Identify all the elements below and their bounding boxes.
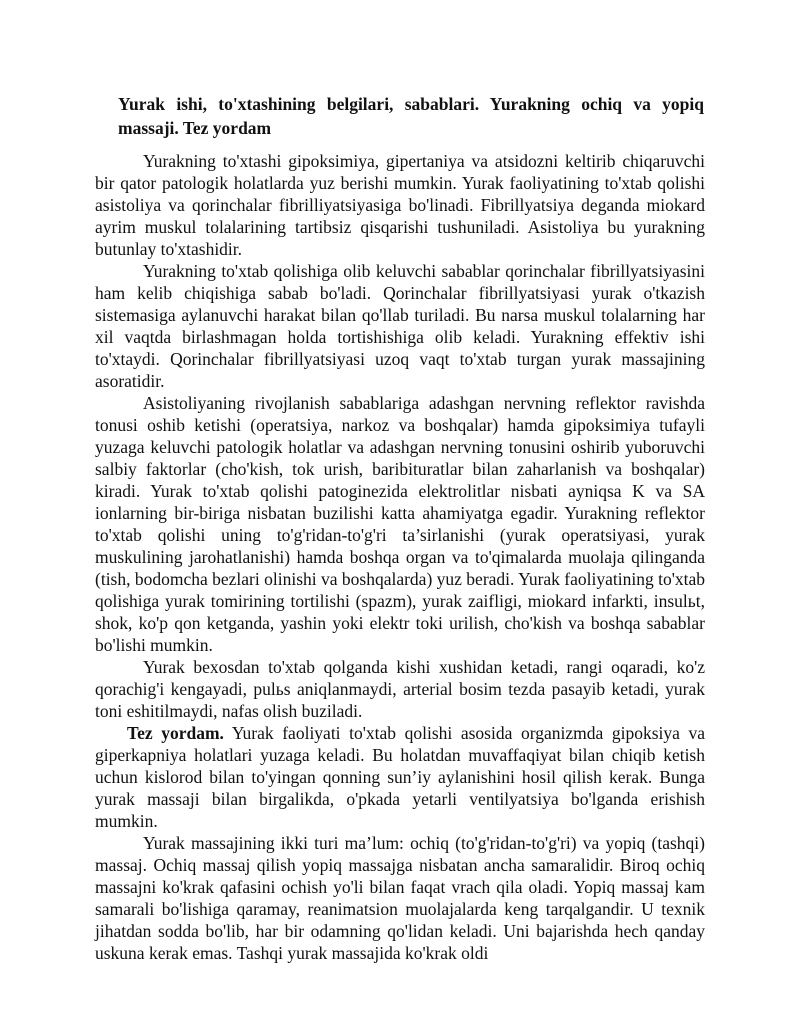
paragraph-asystole-causes: Asistoliyaning rivojlanish sabablariga adashgan nervning reflektor ravishda tonusi oshib ketishi (operatsiya, narkoz va boshqalar) hamda gipoksimiya tufayli yuzaga keluvchi patologik holatlar va adashgan nervning tonusini oshirib yuboruvchi salbiy faktorlar (cho'kish, tok urish, baribituratlar bilan zaharlanish va boshqalar) kiradi. Yurak to'xtab qolishi patoginezida elektrolitlar nisbati ayniqsa K va SA ionlarning bir-biriga nisbatan buzilishi katta ahamiyatga egadir. Yurakning reflektor to'xtab qolishi uning to'g'ridan-to'g'ri ta’sirlanishi (yurak operatsiyasi, yurak muskulining jarohatlanishi) hamda boshqa organ va to'qimalarda muolaja qilinganda (tish, bodomcha bezlari olinishi va boshqalarda) yuz beradi. Yurak faoliyatining to'xtab qolishiga yurak tomirining tortilishi (spazm), yurak zaifligi, miokard infarkti, insulьt, shok, ko'p qon ketganda, yashin yoki elektr toki urilish, cho'kish va boshqa sabablar bo'lishi mumkin.	[95, 393, 705, 655]
document-title: Yurak ishi, to'xtashining belgilari, sabablari. Yurakning ochiq va yopiq massaji. Tez yordam	[118, 94, 704, 138]
document-body	[95, 150, 705, 964]
paragraph-first-aid	[95, 722, 705, 832]
paragraph-heart-arrest-definition: Yurakning to'xtashi gipoksimiya, gipertaniya va atsidozni keltirib chiqaruvchi bir qator patologik holatlarda yuz berishi mumkin. Yurak faoliyatining to'xtab qolishi asistoliya va qorinchalar fibrilliyatsiyasiga bo'linadi. Fibrillyatsiya deganda miokard ayrim muskul tolalarining tartibsiz qisqarishi tushuniladi. Asistoliya bu yurakning butunlay to'xtashidir.	[95, 151, 705, 259]
paragraph-symptoms: Yurak bexosdan to'xtab qolganda kishi xushidan ketadi, rangi oqaradi, ko'z qorachig'i kengayadi, pulьs aniqlanmaydi, arterial bosim tezda pasayib ketadi, yurak toni eshitilmaydi, nafas olish buziladi.	[95, 657, 705, 721]
first-aid-text: Yurak faoliyati to'xtab qolishi asosida organizmda gipoksiya va giperkapniya holatlari yuzaga keladi. Bu holatdan muvaffaqiyat bilan chiqib ketish uchun kislorod bilan to'yingan qonning sun’iy aylanishini hosil qilish kerak. Bunga yurak massaji bilan birgalikda, o'pkada yetarli ventilyatsiya bo'lganda erishish mumkin.	[95, 723, 705, 831]
paragraph-massage-types: Yurak massajining ikki turi ma’lum: ochiq (to'g'ridan-to'g'ri) va yopiq (tashqi) massaj. Ochiq massaj qilish yopiq massajga nisbatan ancha samaralidir. Biroq ochiq massajni ko'krak qafasini ochish yo'li bilan faqat vrach qila oladi. Yopiq massaj kam samarali bo'lishiga qaramay, reanimatsion muolajalarda keng tarqalgandir. U texnik jihatdan sodda bo'lib, har bir odamning qo'lidan keladi. Uni bajarishda hech qanday uskuna kerak emas. Tashqi yurak massajida ko'krak oldi	[95, 833, 705, 963]
first-aid-label: Tez yordam.	[127, 723, 224, 743]
paragraph-fibrillation-causes: Yurakning to'xtab qolishiga olib keluvchi sabablar qorinchalar fibrillyatsiyasini ham kelib chiqishiga sabab bo'ladi. Qorinchalar fibrillyatsiyasi yurak o'tkazish sistemasiga aylanuvchi harakat bilan qo'llab turiladi. Bu narsa muskul tolalarning har xil vaqtda birlashmagan holda tortishishiga olib keladi. Yurakning effektiv ishi to'xtaydi. Qorinchalar fibrillyatsiyasi uzoq vaqt to'xtab turgan yurak massajining asoratidir.	[95, 261, 705, 391]
